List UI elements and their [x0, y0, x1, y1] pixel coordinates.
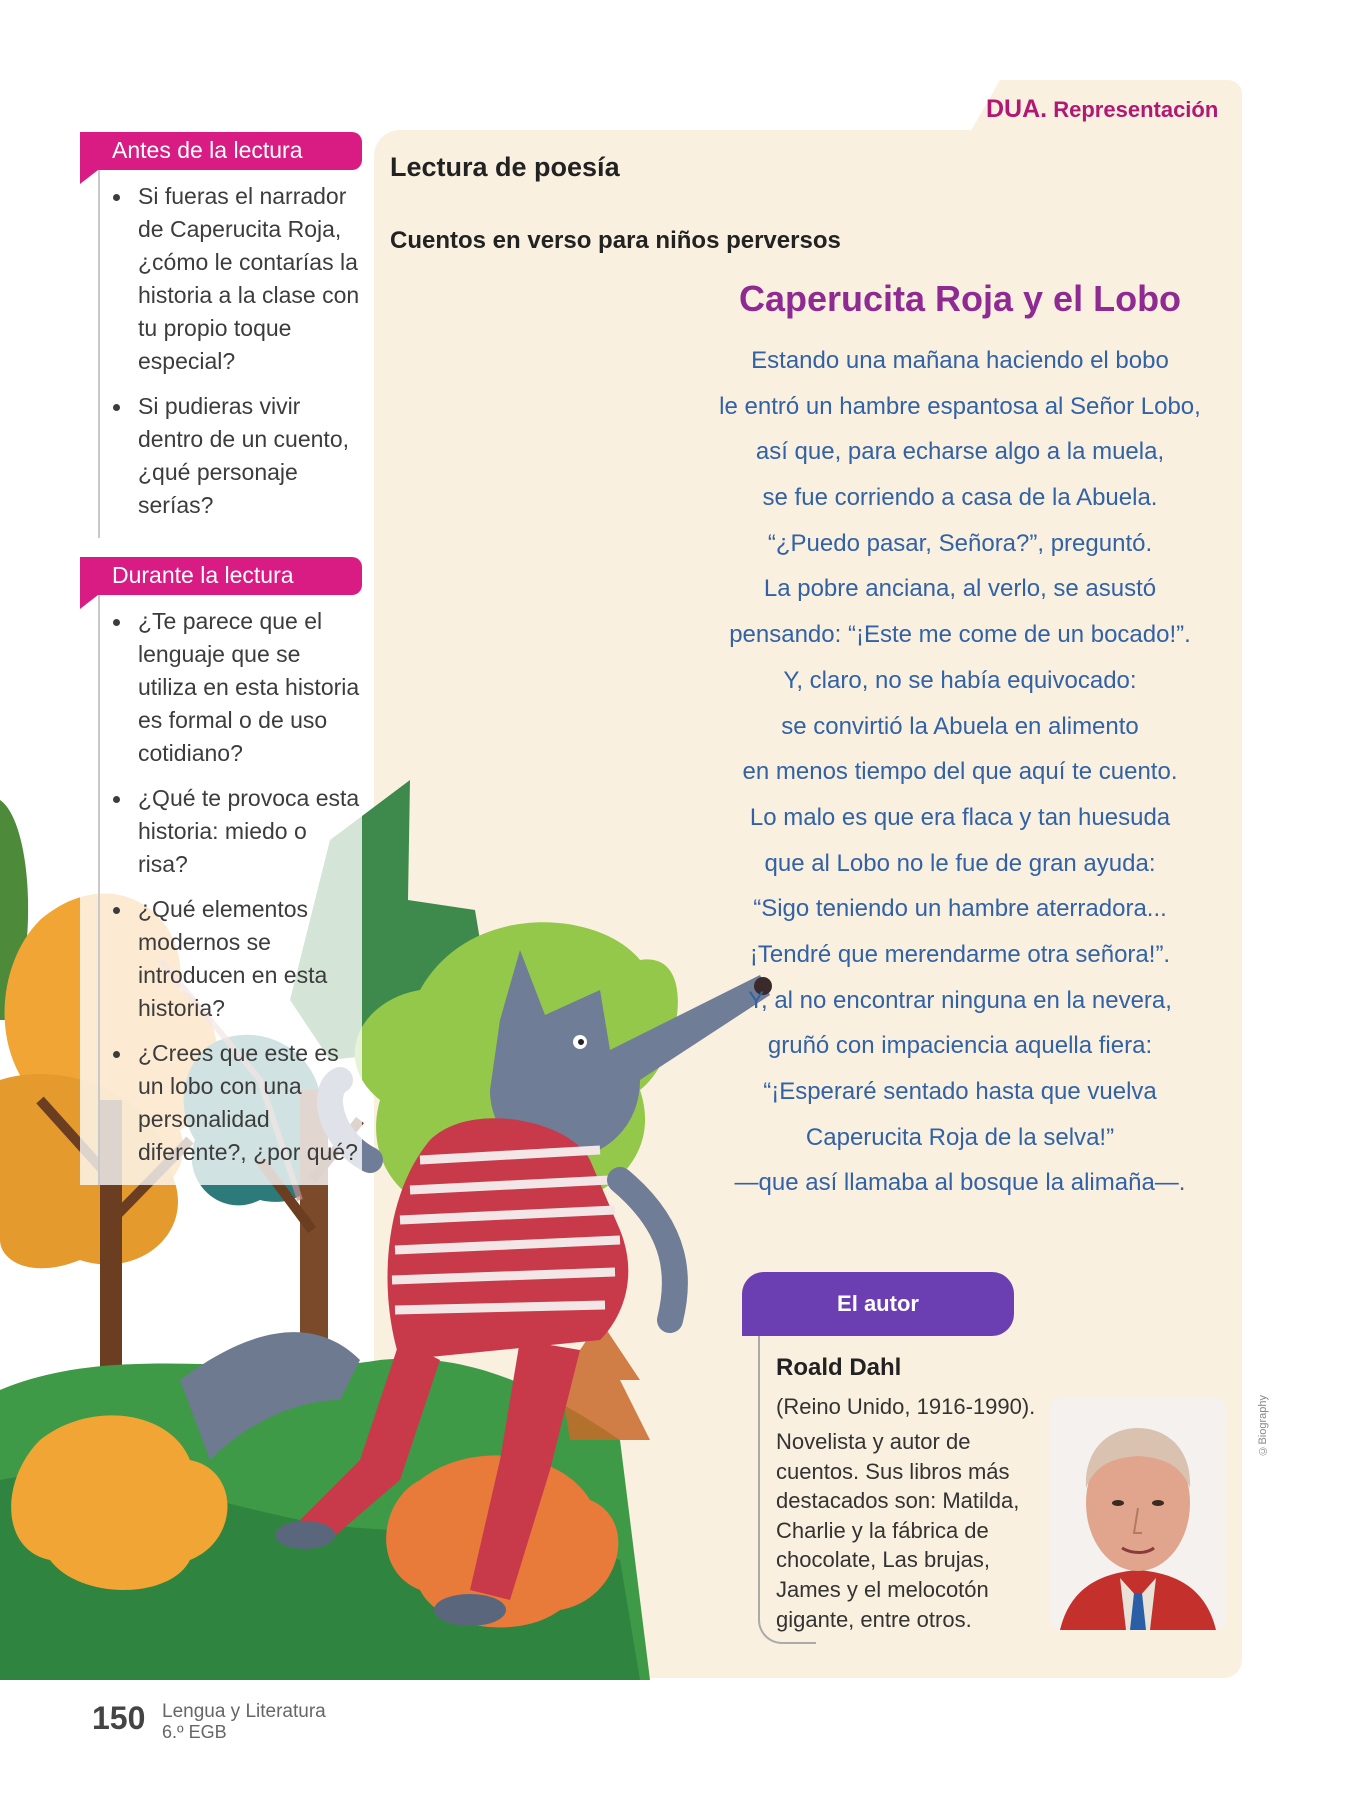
poem-line: gruñó con impaciencia aquella fiera: [767, 1032, 1153, 1060]
poem-line: Y, claro, no se había equivocado: [783, 666, 1137, 694]
before-reading-box [80, 132, 362, 538]
dua-label [986, 95, 1218, 124]
list-item: Si fueras el narrador de Caperucita Roja, ¿cómo le contarías la historia a la clase con tu propio toque especial? [110, 180, 362, 378]
list-item: ¿Qué te provoca esta historia: miedo o risa? [110, 782, 362, 881]
during-reading-box [80, 557, 362, 1185]
grade-label: 6.º EGB [162, 1722, 227, 1742]
list-item: ¿Qué elementos modernos se introducen en esta historia? [110, 893, 362, 1025]
poem-line: le entró un hambre espantosa al Señor Lobo, [719, 392, 1201, 420]
subject-label: Lengua y Literatura [162, 1701, 326, 1722]
poem-line: ¡Tendré que merendarme otra señora!”. [749, 940, 1171, 968]
dua-strong: DUA. [986, 95, 1048, 123]
author-dates: (Reino Unido, 1916-1990). [776, 1394, 1036, 1419]
poem-line: así que, para echarse algo a la muela, [755, 438, 1165, 466]
photo-credit: ©Biography [1257, 1395, 1269, 1457]
book-title: Cuentos en verso para niños perversos [390, 227, 841, 254]
poem-line: “¡Esperaré sentado hasta que vuelva [763, 1078, 1157, 1105]
list-item: ¿Te parece que el lenguaje que se utiliza en esta historia es formal o de uso cotidiano? [110, 605, 362, 770]
poem-title: Caperucita Roja y el Lobo [738, 278, 1182, 319]
before-reading-title: Antes de la lectura [80, 132, 362, 170]
author-header: El autor [742, 1272, 1014, 1336]
during-reading-list [98, 595, 362, 1185]
poem-line: —que así llamaba al bosque la alimaña—. [734, 1169, 1186, 1197]
during-reading-title: Durante la lectura [80, 557, 362, 595]
page-number: 150 [92, 1700, 146, 1736]
list-item: ¿Crees que este es un lobo con una personalidad diferente?, ¿por qué? [110, 1037, 362, 1169]
list-item: Si pudieras vivir dentro de un cuento, ¿qué personaje serías? [110, 390, 362, 522]
poem-line: que al Lobo no le fue de gran ayuda: [764, 849, 1156, 877]
poem-line: se fue corriendo a casa de la Abuela. [762, 484, 1158, 512]
poem-line: en menos tiempo del que aquí te cuento. [742, 758, 1178, 786]
author-name: Roald Dahl [776, 1354, 902, 1381]
author-portrait [1050, 1398, 1226, 1630]
poem-line: Estando una mañana haciendo el bobo [751, 347, 1169, 374]
poem-line: Y, al no encontrar ninguna en la nevera, [748, 986, 1172, 1014]
poem-verses [700, 338, 1220, 1206]
poem-line: pensando: “¡Este me come de un bocado!”. [729, 621, 1191, 649]
poem-line: “Sigo teniendo un hambre aterradora... [753, 895, 1167, 923]
poem-line: Lo malo es que era flaca y tan huesuda [749, 803, 1171, 831]
poem-line: se convirtió la Abuela en alimento [781, 712, 1139, 740]
poem-line: “¿Puedo pasar, Señora?”, preguntó. [767, 529, 1153, 557]
poem-line: La pobre anciana, al verlo, se asustó [763, 575, 1157, 603]
before-reading-list [98, 170, 362, 538]
section-title: Lectura de poesía [390, 152, 620, 182]
dua-representation: Representación [1053, 97, 1219, 122]
poem-line: Caperucita Roja de la selva!” [805, 1123, 1115, 1151]
author-bio: Novelista y autor de cuentos. Sus libros más destacados son: Matilda, Charlie y la fábrica de chocolate, Las brujas, James y el melocotón gigante, entre otros. [776, 1429, 1020, 1632]
